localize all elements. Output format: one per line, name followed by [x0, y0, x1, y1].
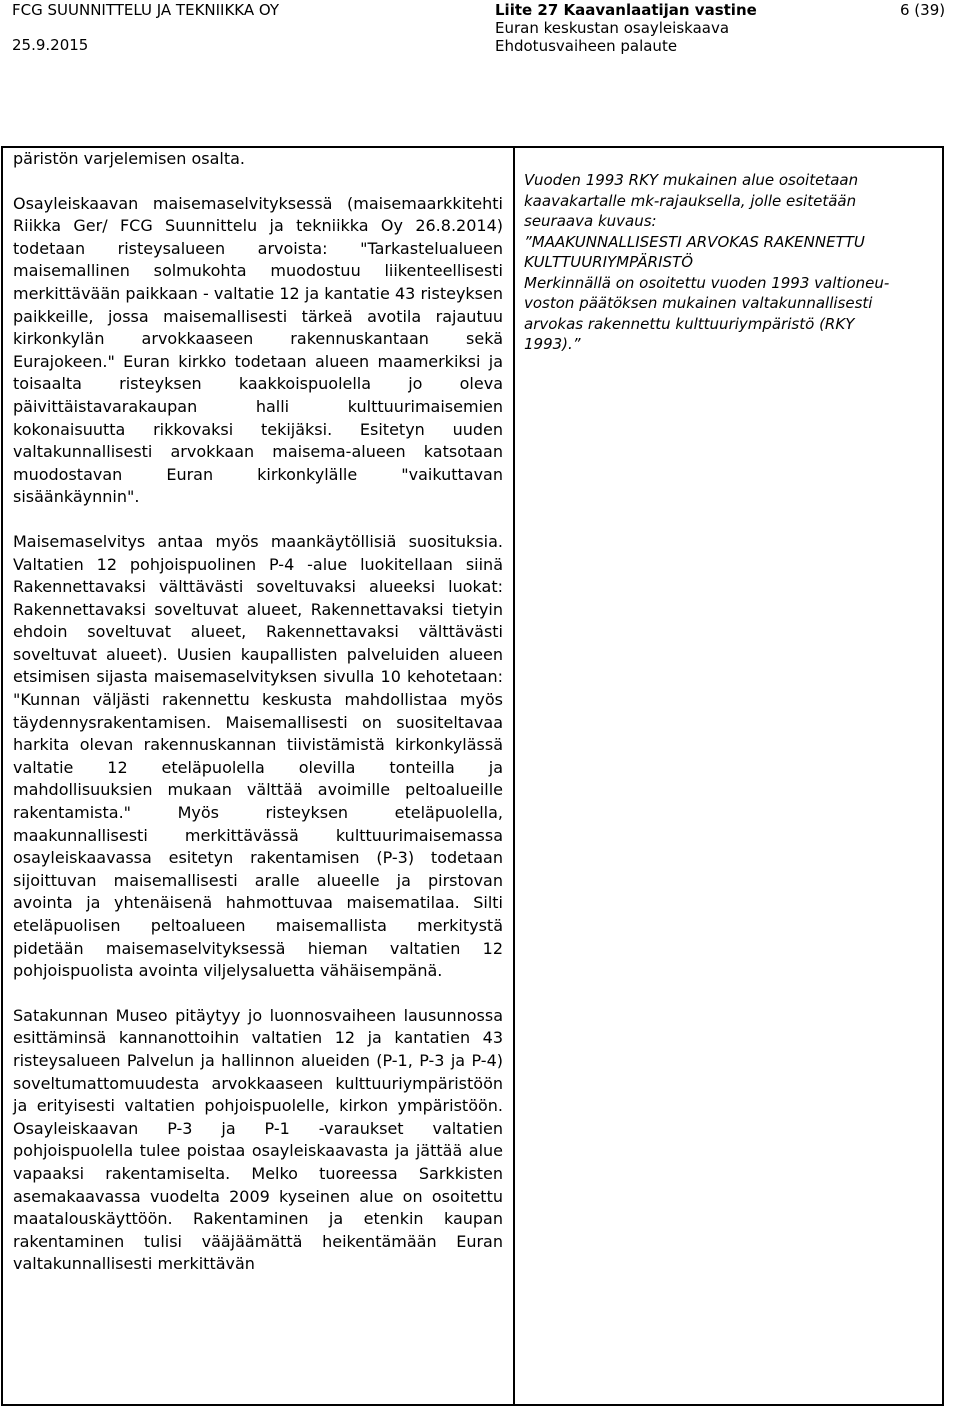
page-header	[0, 0, 960, 60]
response-line: voston päätöksen mukainen valtakunnallisesti	[524, 294, 873, 312]
response-line: 1993).”	[524, 335, 581, 353]
attachment-title: Liite 27 Kaavanlaatijan vastine	[495, 1, 757, 19]
statement-paragraph: Satakunnan Museo pitäytyy jo luonnosvaiheen lausunnossa esittäminsä kannanottoihin valtatien 12 ja kantatien 43 risteysalueen Palvelun ja hallinnon alueiden (P-1, P-3 ja P-4) soveltumattomuudesta arvokkaaseen kulttuuriympäristöön ja erityisesti valtatien pohjoispuolelle, kirkon ympäristöön. Osayleiskaavan P-3 ja P-1 -varaukset valtatien pohjoispuolella tulee poistaa osayleiskaavasta ja jättää alue vapaaksi rakentamiselta. Melko tuoreessa Sarkkisten asemakaavassa vuodelta 2009 kyseinen alue on osoitettu maatalouskäyttöön. Rakentaminen ja etenkin kaupan rakentaminen tulisi vääjäämättä heikentämään Euran valtakunnallisesti merkittävän	[13, 1005, 503, 1274]
document-phase: Ehdotusvaiheen palaute	[495, 37, 678, 55]
response-line: arvokas rakennettu kulttuuriympäristö (RKY	[524, 314, 855, 333]
response-line: seuraava kuvaus:	[524, 212, 657, 230]
statement-paragraph: päristön varjelemisen osalta.	[13, 149, 246, 168]
response-line: ”MAAKUNNALLISESTI ARVOKAS RAKENNETTU	[524, 232, 865, 251]
column-divider	[513, 148, 515, 1404]
response-line: kaavakartalle mk-rajauksella, jolle esitetään	[524, 191, 857, 210]
response-table	[1, 146, 944, 1406]
document-subtitle: Euran keskustan osayleiskaava	[495, 19, 730, 37]
response-line: Vuoden 1993 RKY mukainen alue osoitetaan	[524, 171, 859, 189]
response-line: Merkinnällä on osoitettu vuoden 1993 valtioneu-	[524, 273, 890, 292]
response-line: KULTTUURIYMPÄRISTÖ	[524, 253, 694, 271]
response-column	[524, 170, 934, 355]
statement-paragraph: Osayleiskaavan maisemaselvityksessä (maisemaarkkitehti Riikka Ger/ FCG Suunnittelu ja tekniikka Oy 26.8.2014) todetaan risteysalueen arvoista: "Tarkastelualueen maisemallinen solmukohta muodostuu liikenteellisesti merkittävään paikkaan - valtatie 12 ja kantatie 43 risteyksen paikkeille, jossa maisemallisesti tärkeä avotila rajautuu kirkonkylän arvokkaaseen rakennuskantaan sekä Eurajokeen." Euran kirkko todetaan alueen maamerkiksi ja toisaalta risteyksen kaakkoispuolella jo oleva päivittäistavarakaupan halli kulttuurimaisemien kokonaisuutta rikkovaksi tekijäksi. Esitetyn uuden valtakunnallisesti arvokkaan maisema-alueen katsotaan muodostavan Euran kirkonkylälle "vaikuttavan sisäänkäynnin".	[13, 193, 503, 507]
document-date: 25.9.2015	[12, 36, 89, 54]
company-name: FCG SUUNNITTELU JA TEKNIIKKA OY	[12, 1, 280, 19]
statement-paragraph: Maisemaselvitys antaa myös maankäytöllisiä suosituksia. Valtatien 12 pohjoispuolinen P-4 -alue luokitellaan siinä Rakennettavaksi välttävästi soveltuvaksi alueeksi luokat: Rakennettavaksi soveltuvat alueet, Rakennettavaksi tietyin ehdoin soveltuvat alueet, Rakennettavaksi välttävästi soveltuvat alueet). Uusien kaupallisten palveluiden alueen etsimisen sijasta maisemaselvityksen sivulla 10 kehotetaan: "Kunnan väljästi rakennettu keskusta mahdollistaa myös täydennysrakentamisen. Maisemallisesti on suositeltavaa harkita olevan rakennuskannan tiivistämistä kirkonkylässä valtatie 12 eteläpuolella olevilla tonteilla ja mahdollisuuksien mukaan välttää avoimille peltoalueille rakentamista." Myös risteyksen eteläpuolella, maakunnallisesti merkittävässä kulttuurimaisemassa osayleiskaavassa esitetyn rakentamisen (P-3) todetaan sijoittuvan maisemallisesti aralle alueelle ja pirstovan avointa ja yhtenäisenä hahmottuvaa maisematilaa. Silti eteläpuolisen peltoalueen maisemallista merkitystä pidetään maisemaselvityksessä hieman valtatien 12 pohjoispuolista avointa viljelysaluetta vähäisempänä.	[13, 531, 503, 981]
page-number: 6 (39)	[900, 1, 946, 19]
statement-column	[13, 148, 503, 1298]
